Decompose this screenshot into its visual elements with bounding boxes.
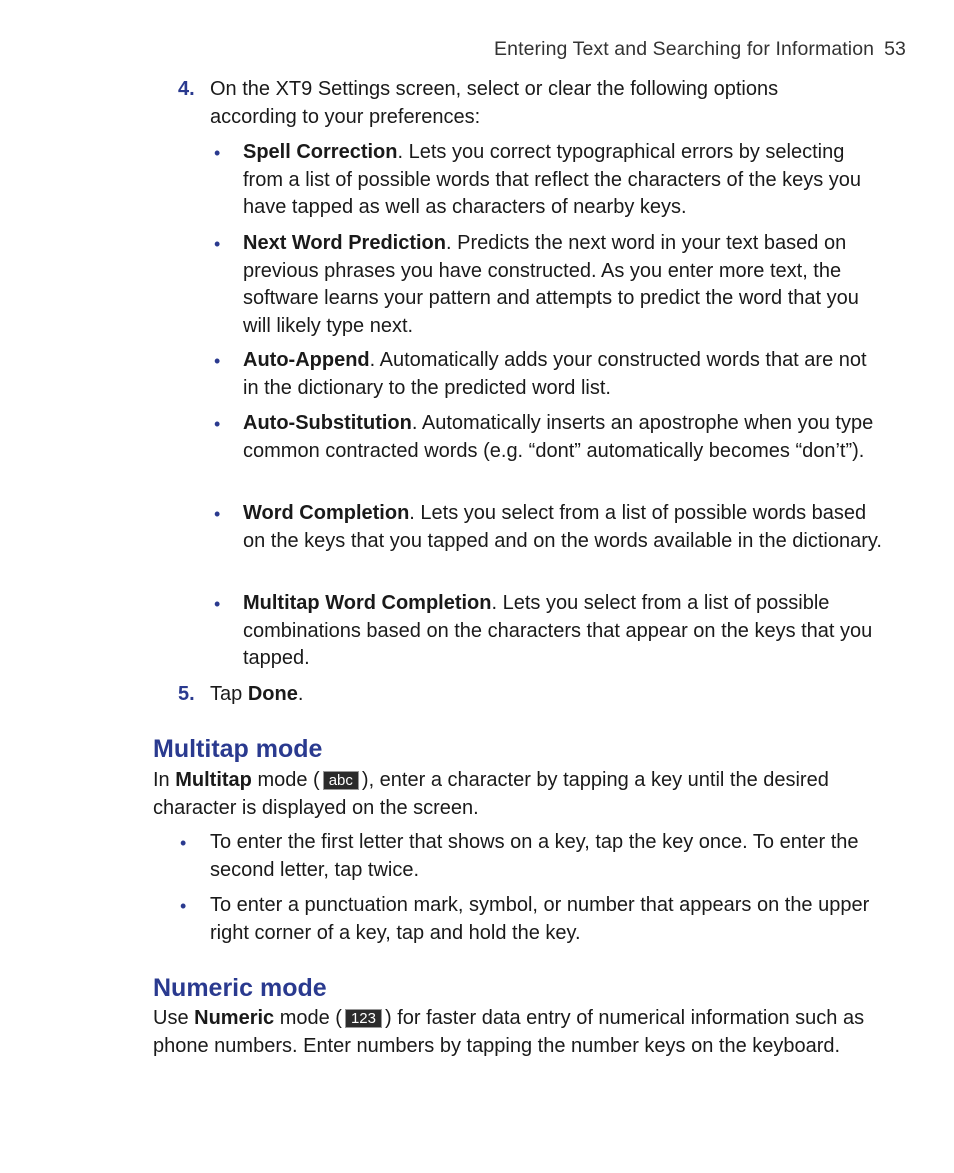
step-number: 5. [178,683,195,705]
mode-name: Multitap [175,769,252,791]
bullet-icon: • [214,594,221,614]
option-desc: . Automatically inserts an apostrophe when you type common contracted words (e.g. “dont” automatically becomes “don’t”). [243,412,874,462]
intro-prefix: Use [153,1007,195,1029]
bullet-icon: • [214,414,221,434]
option-term: Word Completion [243,502,410,524]
step-text: On the XT9 Settings screen, select or clear the following options according to your preferences: [210,78,779,128]
option-term: Auto-Append [243,349,370,371]
option-desc: . Automatically adds your constructed words that are not in the dictionary to the predicted word list. [243,349,867,399]
multitap-intro [153,767,883,822]
bullet-icon: • [214,143,221,163]
intro-suffix: ) for faster data entry of numerical information such as phone numbers. Enter numbers by tapping the number keys on the keyboard. [153,1007,865,1057]
option-term: Spell Correction [243,141,398,163]
header-section-title: Entering Text and Searching for Information [494,38,875,60]
mode-name: Numeric [194,1007,275,1029]
step-suffix: . [297,683,304,705]
bullet-icon: • [214,504,221,524]
option-term: Multitap Word Completion [243,592,492,614]
section-heading-numeric: Numeric mode [153,974,327,1002]
bullet-icon: • [180,833,187,853]
step-text [210,681,850,709]
option-spell-correction [243,139,883,222]
intro-suffix: ), enter a character by tapping a key until the desired character is displayed on the screen. [153,769,829,819]
option-term: Auto-Substitution [243,412,412,434]
option-desc: . Lets you select from a list of possible combinations based on the characters that appear on the keys that you tapped. [243,592,873,669]
option-desc: . Lets you correct typographical errors by selecting from a list of possible words that reflect the characters of the keys you have tapped as well as characters of nearby keys. [243,141,862,218]
option-term: Next Word Prediction [243,232,446,254]
option-next-word-prediction [243,230,883,340]
option-word-completion [243,500,883,555]
bullet-icon: • [214,351,221,371]
option-desc: . Predicts the next word in your text based on previous phrases you have constructed. As you enter more text, the software learns your pattern and attempts to predict the word that you will likely type next. [243,232,859,337]
step-prefix: Tap [210,683,248,705]
section-heading-multitap: Multitap mode [153,735,323,763]
step-number: 4. [178,78,195,100]
intro-mid: mode ( [274,1007,342,1029]
running-header [494,36,906,64]
page-number: 53 [884,38,906,60]
numeric-mode-icon: 123 [345,1009,382,1028]
intro-prefix: In [153,769,176,791]
bullet-icon: • [214,234,221,254]
intro-mid: mode ( [251,769,320,791]
option-auto-substitution [243,410,883,465]
numeric-intro [153,1005,883,1060]
multitap-bullet: To enter a punctuation mark, symbol, or number that appears on the upper right corner of a key, tap and hold the key. [210,894,870,944]
bullet-icon: • [180,896,187,916]
abc-mode-icon: abc [323,771,359,790]
multitap-bullet: To enter the first letter that shows on a key, tap the key once. To enter the second letter, tap twice. [210,831,859,881]
option-auto-append [243,347,883,402]
option-multitap-word-completion [243,590,883,673]
done-term: Done [247,683,298,705]
option-desc: . Lets you select from a list of possible words based on the keys that you tapped and on the words available in the dictionary. [243,502,882,552]
